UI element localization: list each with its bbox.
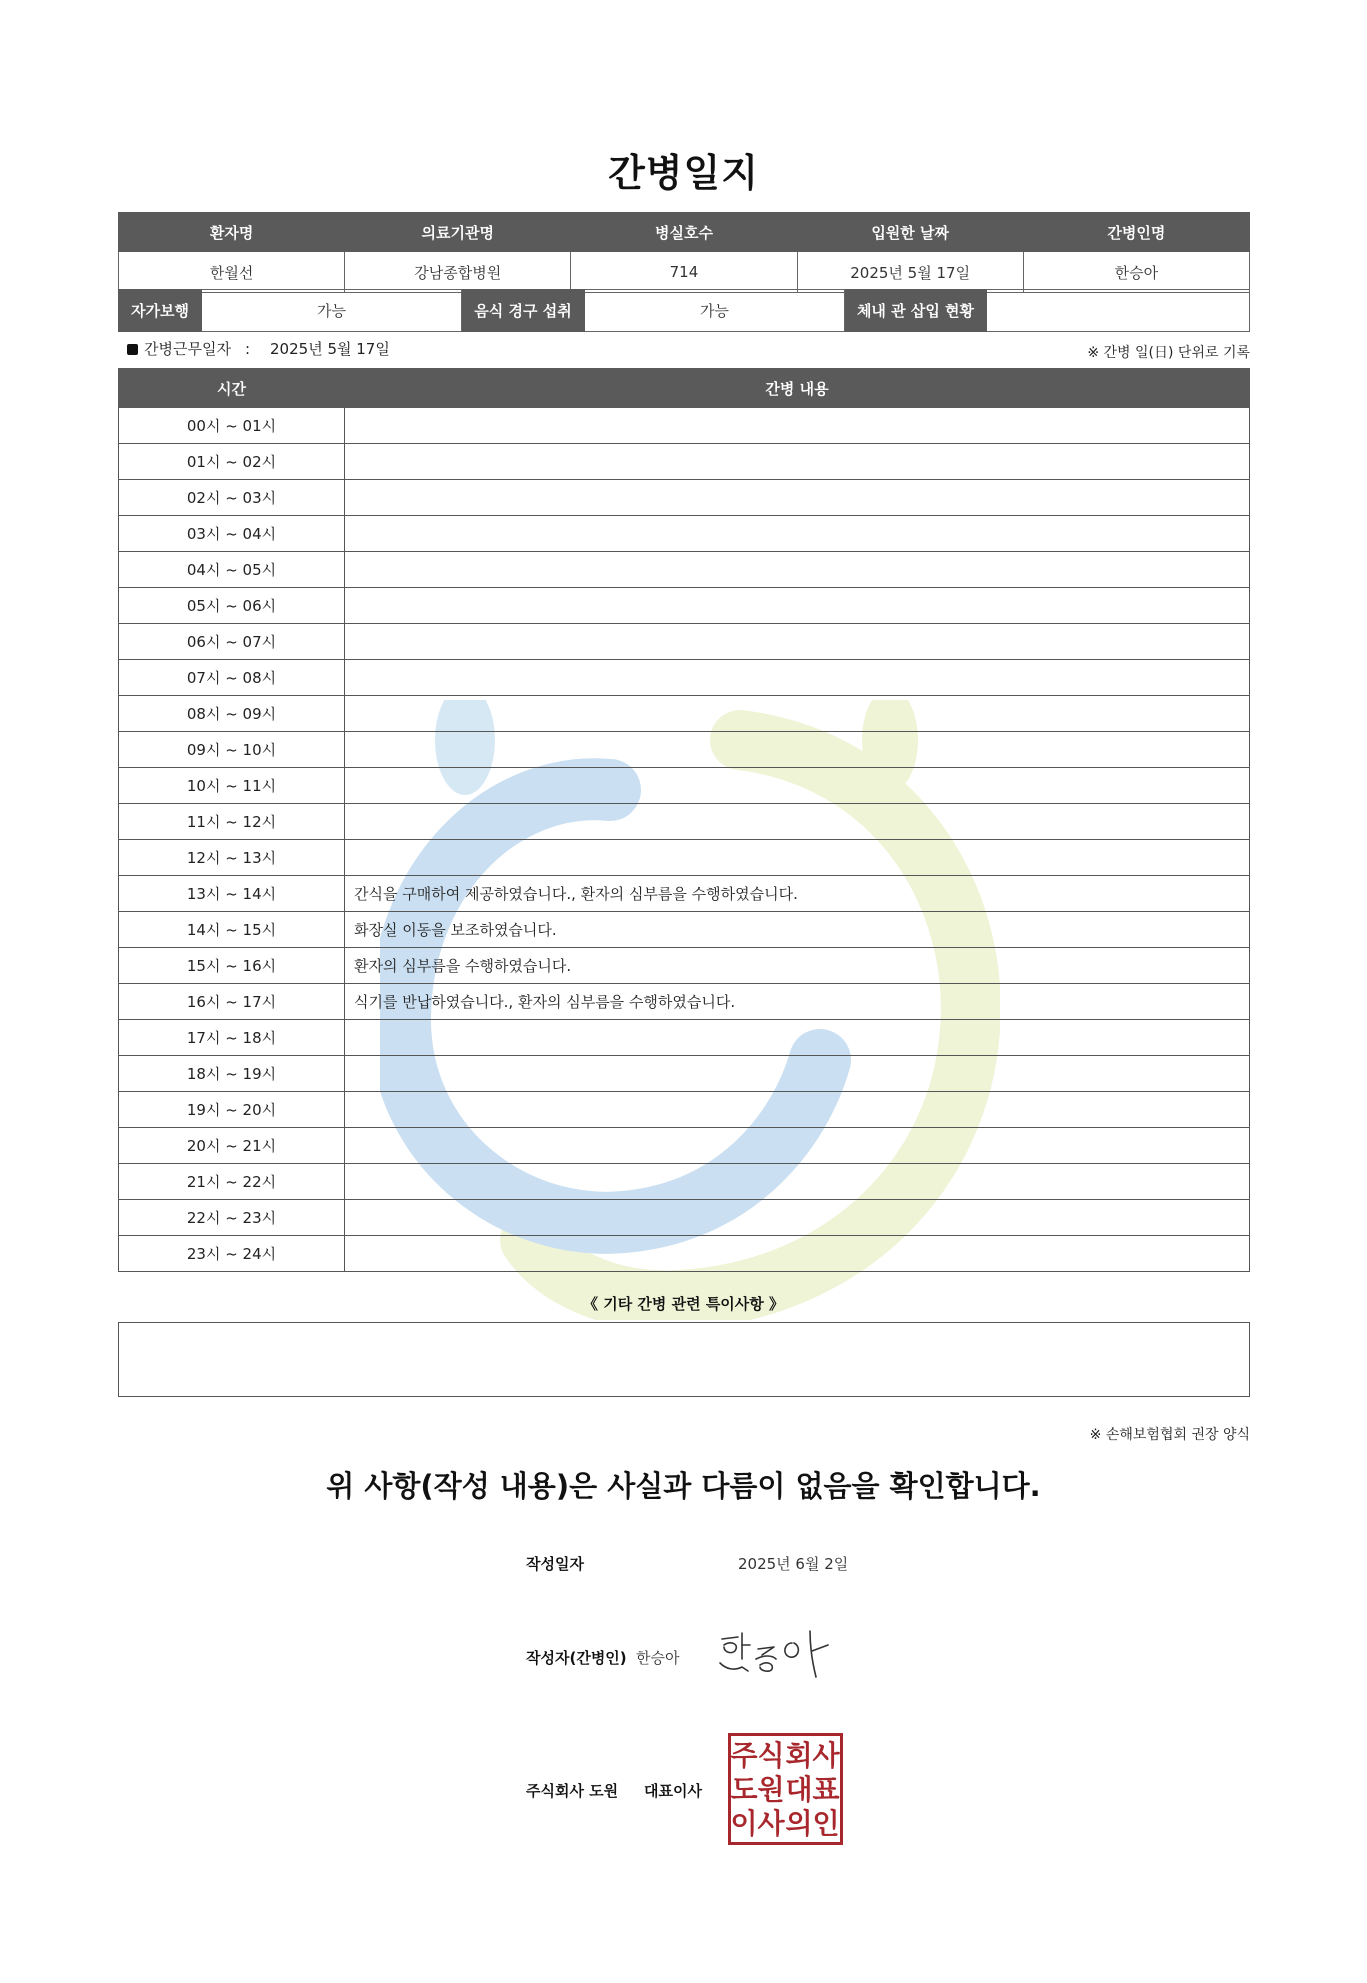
care-log-row (119, 1128, 1250, 1164)
care-log-row (119, 552, 1250, 588)
work-date-label: 간병근무일자 (144, 340, 231, 358)
svg-text:회: 회 (785, 1739, 813, 1772)
handwritten-signature-icon (712, 1625, 844, 1683)
care-log-content (345, 444, 1250, 480)
care-log-content (345, 1092, 1250, 1128)
company-label: 주식회사 도원 (526, 1782, 619, 1800)
care-log-row (119, 516, 1250, 552)
care-log-time: 09시 ~ 10시 (119, 732, 345, 768)
writer-name: 한승아 (636, 1649, 680, 1667)
care-log-time: 01시 ~ 02시 (119, 444, 345, 480)
care-log-row (119, 696, 1250, 732)
patient-info-header-row (119, 213, 1250, 252)
document-title: 간병일지 (608, 151, 759, 195)
care-log-content (345, 768, 1250, 804)
care-log-row (119, 1092, 1250, 1128)
care-log-time: 13시 ~ 14시 (119, 876, 345, 912)
header-room-number: 병실호수 (571, 213, 797, 252)
care-log-content (345, 588, 1250, 624)
special-notes-box (118, 1322, 1250, 1397)
patient-status-row (119, 290, 1250, 332)
care-log-content (345, 804, 1250, 840)
svg-text:이: 이 (730, 1807, 758, 1840)
care-log-time: 04시 ~ 05시 (119, 552, 345, 588)
care-log-row (119, 1236, 1250, 1272)
header-care-content: 간병 내용 (345, 369, 1250, 408)
care-log-content (345, 732, 1250, 768)
svg-text:도: 도 (730, 1773, 758, 1806)
patient-info-table (118, 212, 1250, 293)
care-log-row (119, 948, 1250, 984)
svg-text:주: 주 (730, 1739, 758, 1772)
care-log-time: 21시 ~ 22시 (119, 1164, 345, 1200)
company-seal-icon (728, 1733, 843, 1845)
care-log-time: 02시 ~ 03시 (119, 480, 345, 516)
header-patient-name: 환자명 (119, 213, 345, 252)
work-date-colon: : (244, 340, 251, 358)
svg-text:인: 인 (812, 1807, 840, 1840)
writer-label: 작성자(간병인) (526, 1649, 627, 1667)
care-log-content (345, 1020, 1250, 1056)
written-date-label: 작성일자 (526, 1555, 584, 1573)
header-caregiver-name: 간병인명 (1023, 213, 1249, 252)
svg-text:대: 대 (785, 1773, 813, 1806)
special-notes-title: 《 기타 간병 관련 특이사항 》 (582, 1295, 784, 1313)
caregiver-name-value: 한승아 (1023, 252, 1249, 293)
care-log-row (119, 732, 1250, 768)
care-log-time: 05시 ~ 06시 (119, 588, 345, 624)
care-log-content (345, 840, 1250, 876)
ceo-label: 대표이사 (644, 1782, 702, 1800)
care-log-content (345, 1200, 1250, 1236)
admission-date-value: 2025년 5월 17일 (797, 252, 1023, 293)
header-hospital-name: 의료기관명 (345, 213, 571, 252)
care-log-time: 03시 ~ 04시 (119, 516, 345, 552)
oral-intake-label: 음식 경구 섭취 (462, 290, 585, 332)
care-log-content: 간식을 구매하여 제공하였습니다., 환자의 심부름을 수행하였습니다. (345, 876, 1250, 912)
care-log-time: 22시 ~ 23시 (119, 1200, 345, 1236)
care-log-content (345, 408, 1250, 444)
care-log-row (119, 480, 1250, 516)
care-log-time: 15시 ~ 16시 (119, 948, 345, 984)
daily-unit-note: ※ 간병 일(日) 단위로 기록 (1087, 345, 1250, 361)
tube-status-value (987, 290, 1250, 332)
care-log-time: 19시 ~ 20시 (119, 1092, 345, 1128)
care-log-row (119, 1056, 1250, 1092)
header-admission-date: 입원한 날짜 (797, 213, 1023, 252)
care-log-row (119, 912, 1250, 948)
care-log-content (345, 696, 1250, 732)
care-log-time: 20시 ~ 21시 (119, 1128, 345, 1164)
square-bullet-icon (127, 344, 138, 355)
care-log-time: 14시 ~ 15시 (119, 912, 345, 948)
oral-intake-value: 가능 (585, 290, 845, 332)
care-log-time: 16시 ~ 17시 (119, 984, 345, 1020)
care-log-row (119, 768, 1250, 804)
patient-name-value: 한월선 (119, 252, 345, 293)
care-log-time: 17시 ~ 18시 (119, 1020, 345, 1056)
care-log-header-row (119, 369, 1250, 408)
work-date-line (127, 338, 390, 359)
svg-text:표: 표 (812, 1773, 840, 1806)
care-log-row (119, 444, 1250, 480)
care-log-content (345, 1056, 1250, 1092)
care-log-time: 12시 ~ 13시 (119, 840, 345, 876)
care-log-time: 10시 ~ 11시 (119, 768, 345, 804)
hourly-care-log-table (118, 368, 1250, 1272)
care-log-content (345, 1128, 1250, 1164)
care-log-time: 11시 ~ 12시 (119, 804, 345, 840)
care-log-row (119, 624, 1250, 660)
svg-text:식: 식 (757, 1739, 785, 1772)
patient-status-table (118, 289, 1250, 332)
care-log-row (119, 1164, 1250, 1200)
care-log-row (119, 408, 1250, 444)
room-number-value: 714 (571, 252, 797, 293)
care-log-content (345, 480, 1250, 516)
care-log-time: 08시 ~ 09시 (119, 696, 345, 732)
care-log-row (119, 804, 1250, 840)
care-log-row (119, 984, 1250, 1020)
care-log-time: 07시 ~ 08시 (119, 660, 345, 696)
care-log-content (345, 660, 1250, 696)
svg-text:원: 원 (757, 1773, 785, 1806)
care-log-content: 식기를 반납하였습니다., 환자의 심부름을 수행하였습니다. (345, 984, 1250, 1020)
care-log-time: 23시 ~ 24시 (119, 1236, 345, 1272)
written-date-value: 2025년 6월 2일 (738, 1555, 849, 1573)
svg-text:사: 사 (757, 1807, 785, 1840)
self-walk-value: 가능 (202, 290, 462, 332)
care-log-content (345, 624, 1250, 660)
svg-text:사: 사 (812, 1739, 840, 1772)
self-walk-label: 자가보행 (119, 290, 202, 332)
care-log-row (119, 876, 1250, 912)
care-log-row (119, 588, 1250, 624)
confirmation-statement: 위 사항(작성 내용)은 사실과 다름이 없음을 확인합니다. (326, 1469, 1041, 1503)
care-log-content (345, 1236, 1250, 1272)
hospital-name-value: 강남종합병원 (345, 252, 571, 293)
care-log-row (119, 840, 1250, 876)
recommended-form-note: ※ 손해보험협회 권장 양식 (1089, 1427, 1250, 1443)
svg-text:의: 의 (785, 1807, 813, 1840)
care-log-content: 환자의 심부름을 수행하였습니다. (345, 948, 1250, 984)
care-log-row (119, 1020, 1250, 1056)
care-log-content: 화장실 이동을 보조하였습니다. (345, 912, 1250, 948)
work-date-value: 2025년 5월 17일 (270, 340, 390, 358)
care-log-body (119, 408, 1250, 1272)
tube-status-label: 체내 관 삽입 현황 (845, 290, 987, 332)
header-time: 시간 (119, 369, 345, 408)
care-log-time: 00시 ~ 01시 (119, 408, 345, 444)
care-log-content (345, 552, 1250, 588)
care-log-content (345, 1164, 1250, 1200)
care-log-time: 18시 ~ 19시 (119, 1056, 345, 1092)
care-log-content (345, 516, 1250, 552)
care-log-row (119, 660, 1250, 696)
care-log-time: 06시 ~ 07시 (119, 624, 345, 660)
care-log-row (119, 1200, 1250, 1236)
patient-info-value-row (119, 252, 1250, 293)
